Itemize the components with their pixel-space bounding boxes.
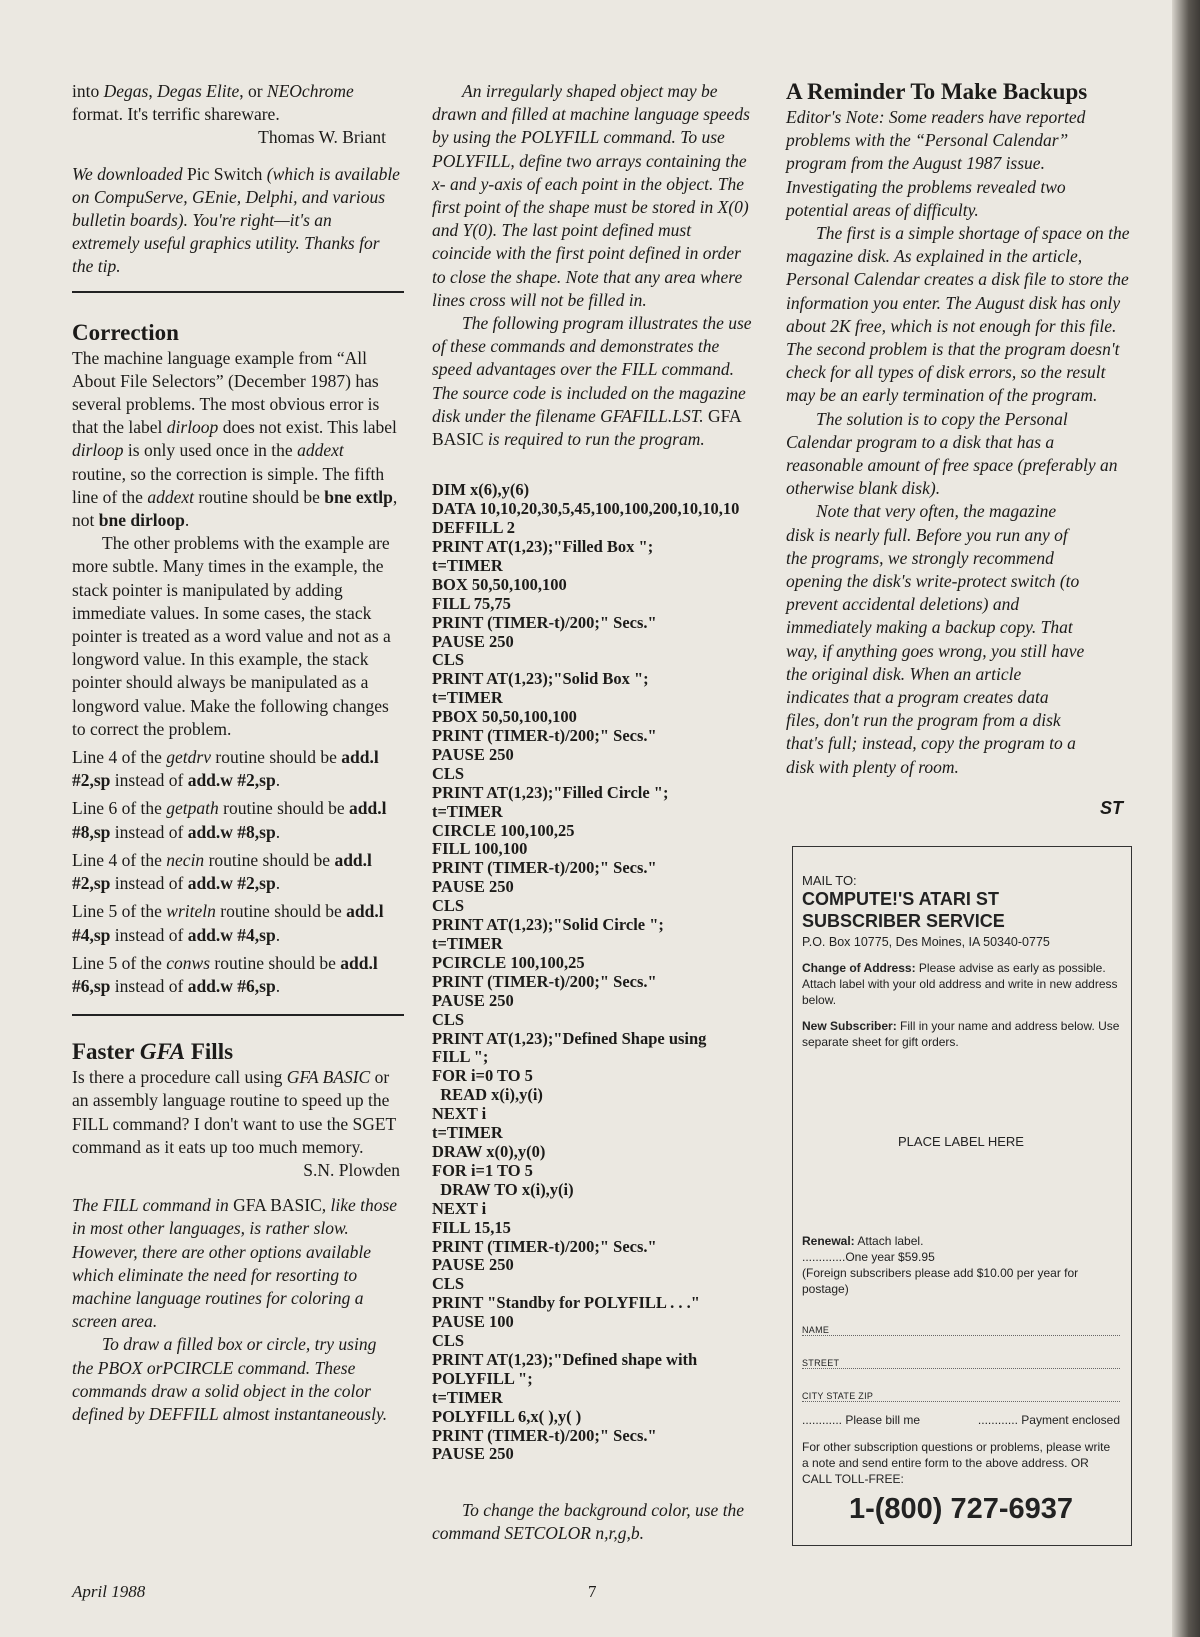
answer-paragraph-2: To draw a filled box or circle, try using the PBOX orPCIRCLE command. These commands draw a solid object in the color defined by DEFFILL almost instantaneously. — [72, 1334, 388, 1424]
code-line: PRINT (TIMER-t)/200;" Secs." — [432, 1236, 657, 1256]
code-line: PBOX 50,50,100,100 — [432, 707, 577, 727]
editor-reply: We downloaded Pic Switch (which is available on CompuServe, GEnie, Delphi, and various bulletin boards). You're right—it's an extremely useful graphics utility. Thanks for the tip. — [72, 163, 400, 277]
code-line: PAUSE 100 — [432, 1312, 514, 1332]
backups-paragraph-3: The solution is to copy the Personal Calendar program to a disk that has a reasonable amount of free space (preferably an otherwise blank disk). — [786, 408, 1118, 499]
code-line: t=TIMER — [432, 688, 503, 708]
faster-gfa-heading: Faster GFA Fills — [72, 1039, 234, 1065]
code-line: PRINT (TIMER-t)/200;" Secs." — [432, 858, 657, 878]
code-line: PRINT AT(1,23);"Solid Box "; — [432, 669, 649, 689]
code-line: DRAW TO x(i),y(i) — [432, 1179, 574, 1199]
issue-date: April 1988 — [72, 1582, 146, 1601]
code-line: PRINT AT(1,23);"Defined Shape using — [432, 1028, 707, 1048]
code-line: FILL 75,75 — [432, 593, 511, 613]
code-line: PAUSE 250 — [432, 631, 514, 651]
code-line: CIRCLE 100,100,25 — [432, 820, 575, 840]
code-line: PCIRCLE 100,100,25 — [432, 952, 585, 972]
program-intro-paragraph: The following program illustrates the use of these commands and demonstrates the speed advantages over the FILL command. The source code is included on the magazine disk under the filename GFAFILL.LST. GFA BASIC is required to run the program. — [432, 313, 752, 450]
name-field[interactable]: NAME — [802, 1323, 1120, 1336]
letter-signature: Thomas W. Briant — [258, 127, 386, 148]
code-line: READ x(i),y(i) — [432, 1085, 543, 1105]
code-line: DATA 10,10,20,30,5,45,100,100,200,10,10,10 — [432, 499, 740, 519]
backups-heading: A Reminder To Make Backups — [786, 79, 1088, 104]
code-line: t=TIMER — [432, 801, 503, 821]
subscription-form — [792, 846, 1132, 1546]
code-line: CLS — [432, 763, 465, 783]
code-line: FILL 15,15 — [432, 1217, 511, 1237]
code-line: PRINT AT(1,23);"Filled Box "; — [432, 536, 654, 556]
code-line: POLYFILL 6,x( ),y( ) — [432, 1406, 582, 1426]
code-line: PAUSE 250 — [432, 744, 514, 764]
form-title-line-1: COMPUTE!'S ATARI ST — [802, 889, 999, 909]
other-questions-note: For other subscription questions or problems, please write a note and send entire form to the above address. OR CALL TOLL-FREE: — [802, 1440, 1111, 1486]
backups-paragraph-4: Note that very often, the magazine disk is nearly full. Before you run any of the programs, we strongly recommend opening the disk's write-protect switch (to prevent accidental deletions) and immediately making a backup copy. That way, if anything goes wrong, you still have the original disk. When an article indicates that a program creates data files, don't run the program from a disk that's full; instead, copy the program to a disk with plenty of room. — [786, 501, 1085, 777]
answer-paragraph-1: The FILL command in GFA BASIC, like those in most other languages, is rather slow. However, there are other options available which eliminate the need for resorting to machine language routines for coloring a screen area. — [72, 1195, 398, 1332]
code-line: DRAW x(0),y(0) — [432, 1141, 546, 1161]
code-line: DEFFILL 2 — [432, 518, 515, 538]
code-line: NEXT i — [432, 1104, 487, 1124]
one-year-option[interactable]: .............One year $59.95 — [802, 1250, 935, 1264]
correction-heading: Correction — [72, 319, 179, 345]
code-line: PRINT (TIMER-t)/200;" Secs." — [432, 726, 657, 746]
program-listing — [432, 481, 754, 1464]
code-line: PRINT (TIMER-t)/200;" Secs." — [432, 612, 657, 632]
code-line: NEXT i — [432, 1198, 487, 1218]
code-line: CLS — [432, 650, 465, 670]
column-3 — [786, 80, 1130, 779]
fix-line: Line 5 of the writeln routine should be add.l #4,sp instead of add.w #4,sp. — [72, 901, 384, 945]
mail-to-label: MAIL TO: — [802, 873, 857, 888]
code-line: PRINT "Standby for POLYFILL . . ." — [432, 1293, 700, 1313]
code-line: FILL "; — [432, 1047, 489, 1067]
code-line: PAUSE 250 — [432, 1255, 514, 1275]
code-line: DIM x(6),y(6) — [432, 480, 530, 500]
code-line: FOR i=0 TO 5 — [432, 1066, 533, 1086]
code-line: CLS — [432, 1331, 465, 1351]
page-number: 7 — [588, 1582, 597, 1601]
intro-paragraph: into Degas, Degas Elite, or NEOchrome format. It's terrific shareware. — [72, 81, 354, 125]
toll-free-phone[interactable]: 1-(800) 727-6937 — [848, 1493, 1074, 1525]
code-line: PAUSE 250 — [432, 877, 514, 897]
setcolor-paragraph: To change the background color, use the command SETCOLOR n,r,g,b. — [432, 1500, 745, 1544]
section-divider — [72, 1014, 404, 1016]
change-of-address-note: Change of Address: Please advise as early as possible. Attach label with your old address and write in new address below. — [802, 961, 1118, 1007]
billing-options — [802, 1412, 1120, 1428]
correction-paragraph-1: The machine language example from “All About File Selectors” (December 1987) has several problems. The most obvious error is that the label dirloop does not exist. This label dirloop is only used once in the addext routine, so the correction is simple. The fifth line of the addext routine should be bne extlp, not bne dirloop. — [72, 347, 398, 531]
column-2 — [432, 80, 754, 1544]
code-line: t=TIMER — [432, 1387, 503, 1407]
fix-line: Line 5 of the conws routine should be add.l #6,sp instead of add.w #6,sp. — [72, 952, 378, 996]
label-placeholder[interactable]: PLACE LABEL HERE — [898, 1134, 1024, 1149]
foreign-note: (Foreign subscribers please add $10.00 per year for postage) — [802, 1266, 1079, 1296]
end-mark: ST — [1100, 798, 1124, 818]
bill-me-option[interactable]: ............ Please bill me — [802, 1413, 921, 1427]
backups-paragraph-2: The first is a simple shortage of space on the magazine disk. As explained in the article, Personal Calendar creates a disk file to store the information you enter. The August disk has only about 2K free, which is not enough for this file. The second problem is that the program doesn't check for all types of disk errors, so the result may be an early termination of the program. — [786, 223, 1130, 406]
code-line: PAUSE 250 — [432, 990, 514, 1010]
fix-line: Line 4 of the necin routine should be add.l #2,sp instead of add.w #2,sp. — [72, 849, 372, 894]
code-line: t=TIMER — [432, 1123, 503, 1143]
page-edge — [1172, 0, 1200, 1637]
mailing-address: P.O. Box 10775, Des Moines, IA 50340-0775 — [802, 935, 1050, 949]
code-line: PRINT (TIMER-t)/200;" Secs." — [432, 971, 657, 991]
section-divider — [72, 291, 404, 293]
polyfill-paragraph: An irregularly shaped object may be drawn and filled at machine language speeds by using the POLYFILL command. To use POLYFILL, define two arrays containing the x- and y-axis of each point in the object. The first point of the shape must be stored in X(0) and Y(0). The last point defined must coincide with the first point defined in order to close the shape. Note that any area where lines cross will not be filled in. — [432, 81, 750, 310]
form-title-line-2: SUBSCRIBER SERVICE — [802, 911, 1005, 931]
column-1 — [72, 80, 402, 1426]
correction-paragraph-2: The other problems with the example are more subtle. Many times in the example, the stack pointer is manipulated by adding immediate values. In some cases, the stack pointer is treated as a word value and not as a longword value. In this example, the stack pointer should always be manipulated as a longword value. Make the following changes to correct the problem. — [72, 533, 391, 739]
code-line: PRINT (TIMER-t)/200;" Secs." — [432, 1425, 657, 1445]
code-line: CLS — [432, 1009, 465, 1029]
street-field[interactable]: STREET — [802, 1356, 1120, 1369]
reader-question: Is there a procedure call using GFA BASIC or an assembly language routine to speed up the FILL command? I don't want to use the SGET command as it eats up too much memory. — [72, 1067, 396, 1157]
code-line: POLYFILL "; — [432, 1368, 533, 1388]
code-line: PRINT AT(1,23);"Solid Circle "; — [432, 915, 664, 935]
backups-paragraph-1: Editor's Note: Some readers have reported problems with the “Personal Calendar” program from the August 1987 issue. Investigating the problems revealed two potential areas of difficulty. — [786, 107, 1086, 220]
code-line: PAUSE 250 — [432, 1444, 514, 1464]
code-line: PRINT AT(1,23);"Filled Circle "; — [432, 782, 669, 802]
code-line: t=TIMER — [432, 934, 503, 953]
new-subscriber-note: New Subscriber: Fill in your name and address below. Use separate sheet for gift orders. — [802, 1019, 1120, 1049]
city-state-zip-field[interactable]: CITY STATE ZIP — [802, 1389, 1120, 1402]
payment-enclosed-option[interactable]: ............ Payment enclosed — [977, 1413, 1120, 1427]
code-line: PRINT AT(1,23);"Defined shape with — [432, 1349, 698, 1369]
code-line: CLS — [432, 1274, 465, 1294]
fix-line: Line 4 of the getdrv routine should be add.l #2,sp instead of add.w #2,sp. — [72, 747, 379, 791]
code-line: CLS — [432, 896, 465, 916]
renewal-note: Renewal: Attach label. — [802, 1234, 924, 1248]
code-line: t=TIMER — [432, 555, 503, 575]
code-line: BOX 50,50,100,100 — [432, 574, 567, 594]
code-line: FILL 100,100 — [432, 839, 528, 859]
fix-line: Line 6 of the getpath routine should be add.l #8,sp instead of add.w #8,sp. — [72, 798, 387, 842]
code-line: FOR i=1 TO 5 — [432, 1160, 533, 1180]
question-signature: S.N. Plowden — [303, 1159, 400, 1180]
